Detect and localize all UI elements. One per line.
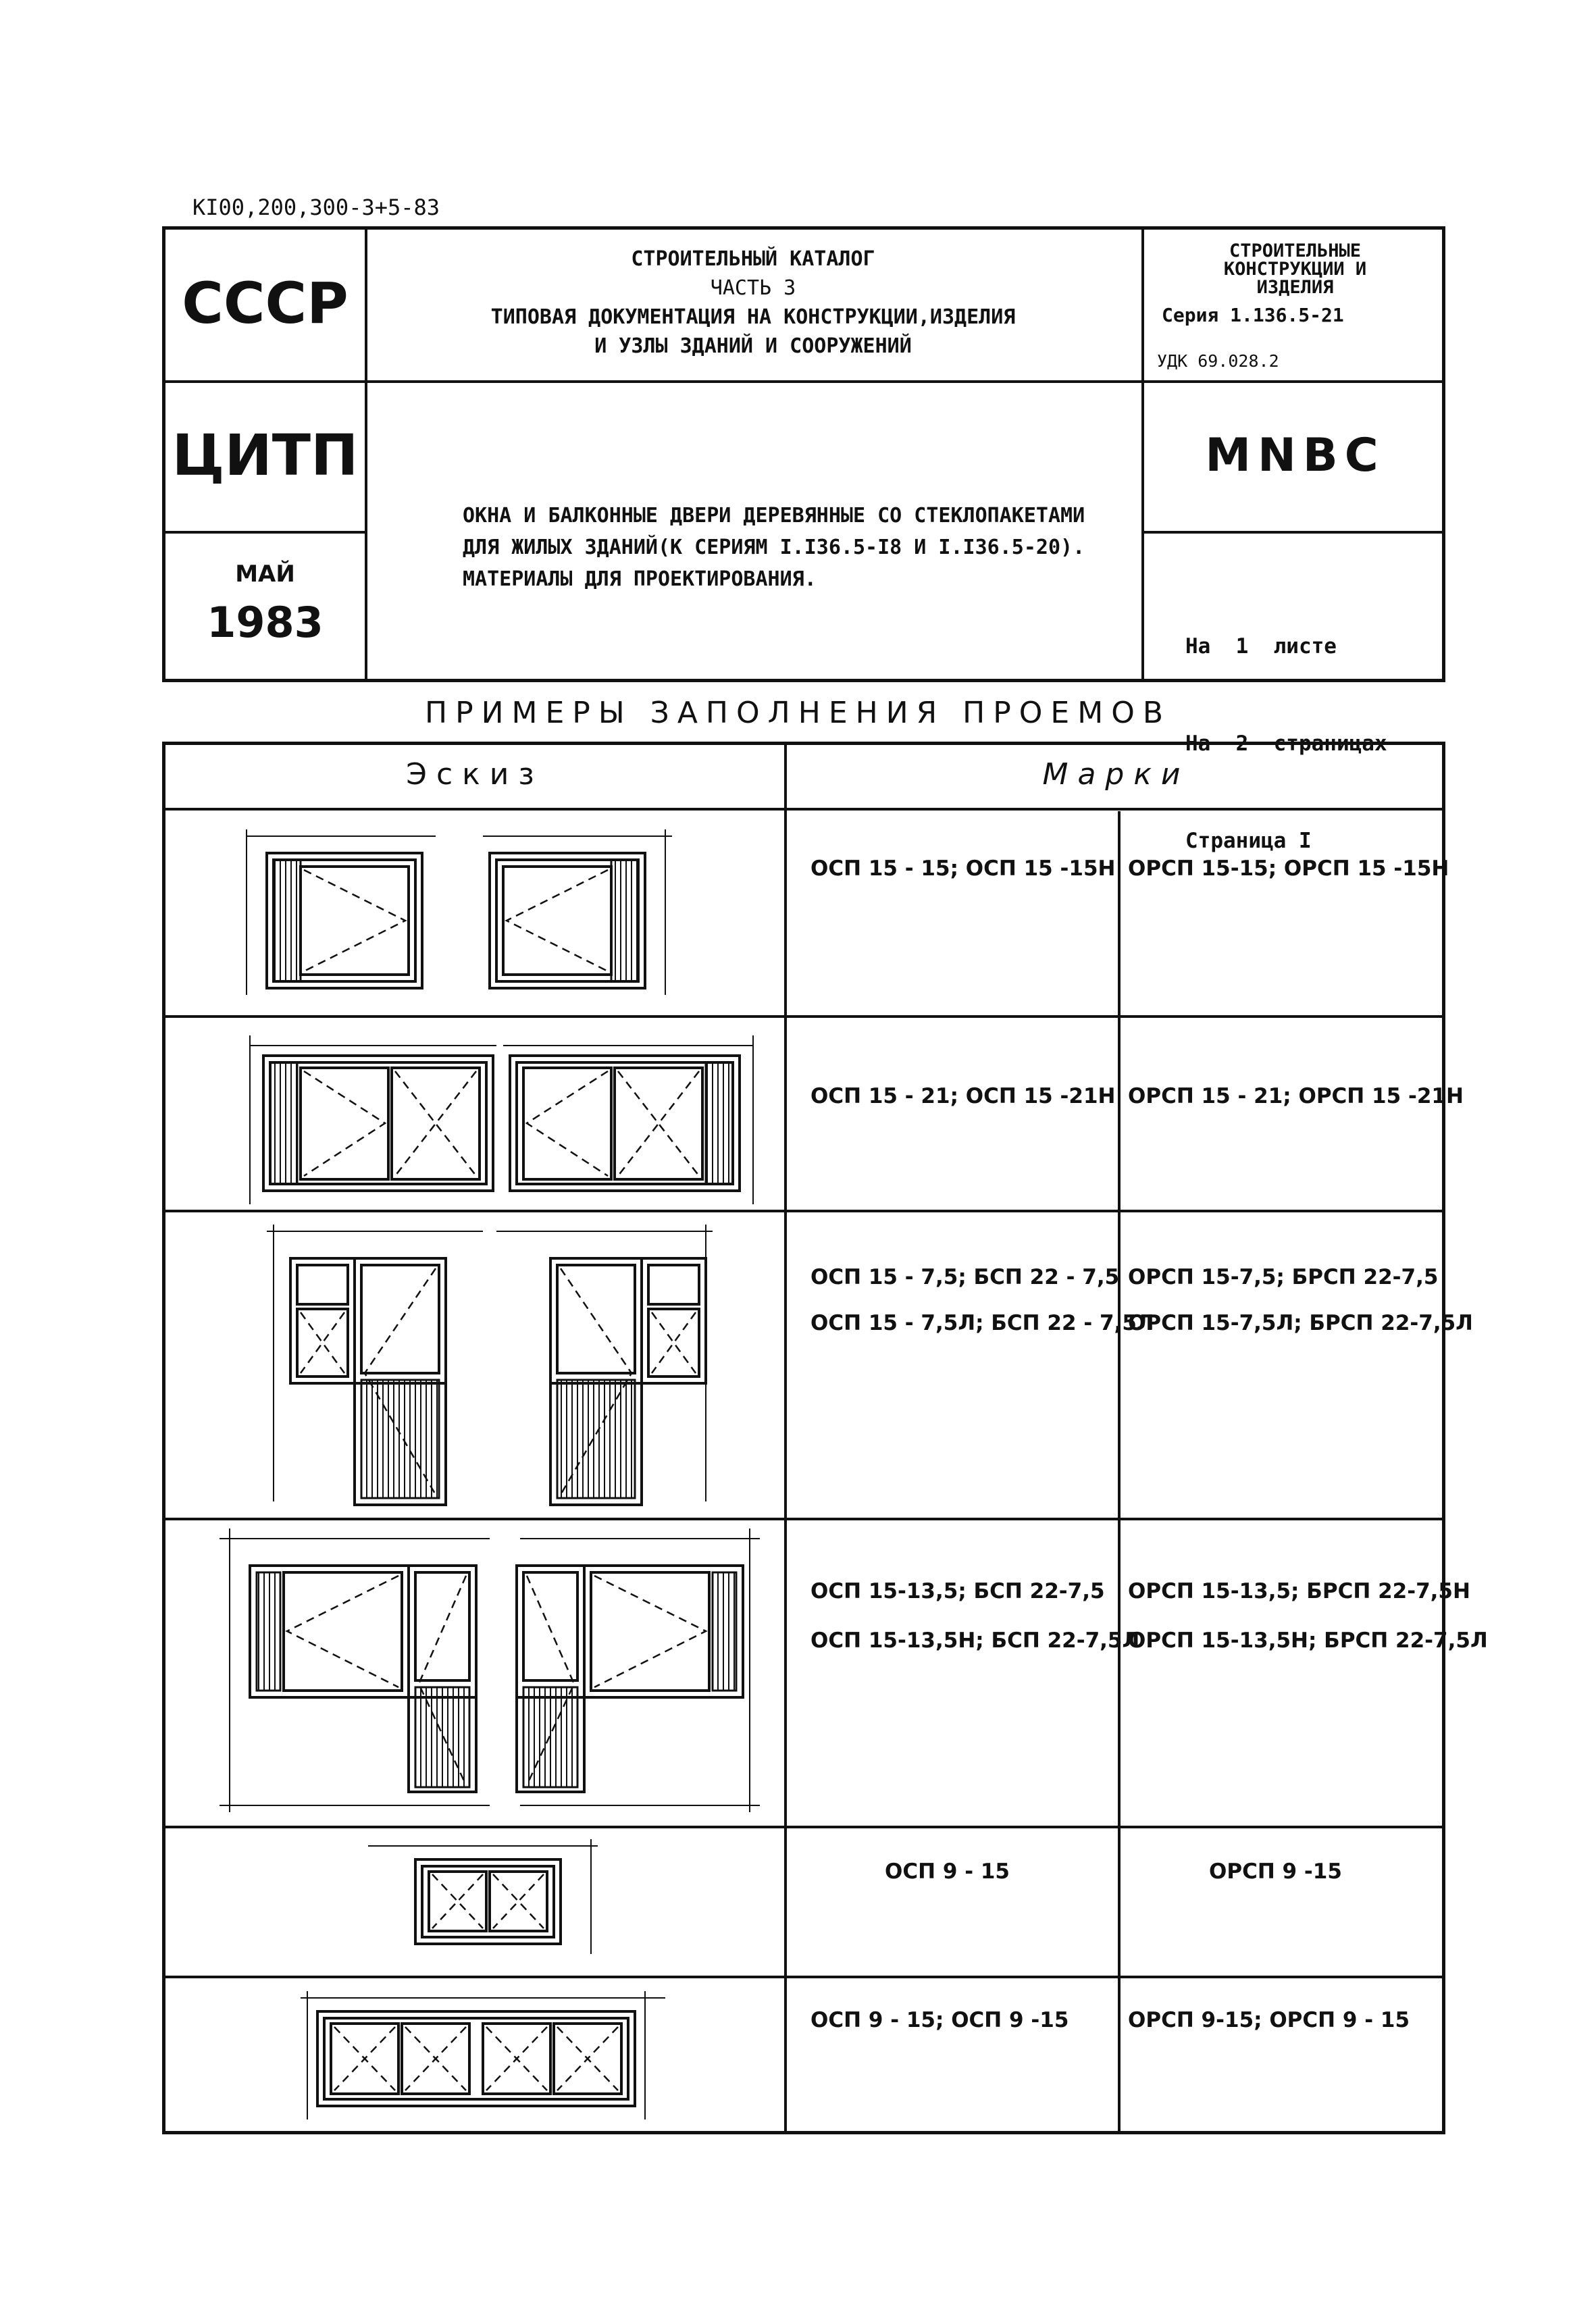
series: Серия 1.136.5-21 <box>1162 304 1344 326</box>
sketch-door-bsp-22-7-5-wide-right <box>517 1528 760 1812</box>
row5-marks-left: ОСП 9 - 15 <box>885 1859 1010 1884</box>
row3-marks-right-2: ОРСП 15-7,5Л; БРСП 22-7,5Л <box>1128 1311 1473 1335</box>
row3-marks-left-2: ОСП 15 - 7,5Л; БСП 22 - 7,5Л <box>810 1311 1154 1335</box>
sheet-info: На 1 листе На 2 страницах Страница I <box>1185 634 1387 853</box>
row5-marks-right: ОРСП 9 -15 <box>1209 1859 1342 1884</box>
row4-marks-left-1: ОСП 15-13,5; БСП 22-7,5 <box>810 1579 1105 1603</box>
sketch-door-bsp-22-7-5-wide-left <box>220 1528 490 1812</box>
sketch-window-osp-15-15-right <box>483 829 672 995</box>
column-header-sketch: Эскиз <box>406 757 544 792</box>
sketch-door-bsp-22-7-5-left <box>267 1225 483 1505</box>
table-caption: ПРИМЕРЫ ЗАПОЛНЕНИЯ ПРОЕМОВ <box>424 696 1172 730</box>
year: 1983 <box>207 598 324 647</box>
row1-marks-left: ОСП 15 - 15; ОСП 15 -15Н <box>810 856 1116 881</box>
row6-marks-left: ОСП 9 - 15; ОСП 9 -15 <box>810 2008 1069 2032</box>
month: МАЙ <box>235 561 295 588</box>
document-code: КI00,200,300-3+5-83 <box>192 195 440 220</box>
sketch-door-bsp-22-7-5-right <box>496 1225 713 1505</box>
row3-marks-right-1: ОРСП 15-7,5; БРСП 22-7,5 <box>1128 1265 1439 1289</box>
code-mark: MNBC <box>1205 429 1385 482</box>
row3-marks-left-1: ОСП 15 - 7,5; БСП 22 - 7,5 <box>810 1265 1120 1289</box>
row6-marks-right: ОРСП 9-15; ОРСП 9 - 15 <box>1128 2008 1410 2032</box>
section-title: СТРОИТЕЛЬНЫЕ КОНСТРУКЦИИ И ИЗДЕЛИЯ <box>1223 240 1367 298</box>
org-citp: ЦИТП <box>172 422 359 488</box>
udk: УДК 69.028.2 <box>1157 351 1279 371</box>
row2-marks-left: ОСП 15 - 21; ОСП 15 -21Н <box>810 1084 1116 1108</box>
sketch-window-osp-15-21-right <box>503 1035 753 1204</box>
row4-marks-left-2: ОСП 15-13,5Н; БСП 22-7,5Л <box>810 1628 1140 1653</box>
row4-marks-right-2: ОРСП 15-13,5Н; БРСП 22-7,5Л <box>1128 1628 1488 1653</box>
row1-marks-right: ОРСП 15-15; ОРСП 15 -15Н <box>1128 856 1449 881</box>
sketch-window-osp-15-21-left <box>250 1035 496 1204</box>
catalog-title: СТРОИТЕЛЬНЫЙ КАТАЛОГ ЧАСТЬ 3 ТИПОВАЯ ДОКУМЕНТАЦИЯ НА КОНСТРУКЦИИ,ИЗДЕЛИЯ И УЗЛЫ ЗДАНИЙ И СООРУЖЕНИЙ <box>490 247 1016 358</box>
column-header-marks: Марки <box>1042 757 1190 792</box>
examples-table <box>162 742 1488 2134</box>
row2-marks-right: ОРСП 15 - 21; ОРСП 15 -21Н <box>1128 1084 1464 1108</box>
org-ussr: СССР <box>182 270 349 336</box>
sketch-drawings <box>165 745 784 2133</box>
sketch-window-osp-9-15 <box>368 1839 598 1954</box>
row4-marks-right-1: ОРСП 15-13,5; БРСП 22-7,5Н <box>1128 1579 1470 1603</box>
sketch-window-osp-15-15-left <box>247 829 436 995</box>
sketch-window-osp-9-15-double <box>301 1991 665 2119</box>
document-description: ОКНА И БАЛКОННЫЕ ДВЕРИ ДЕРЕВЯННЫЕ СО СТЕКЛОПАКЕТАМИ ДЛЯ ЖИЛЫХ ЗДАНИЙ(К СЕРИЯМ I.I36.5-I8 И I.I36.5-20). МАТЕРИАЛЫ ДЛЯ ПРОЕКТИРОВАНИЯ. <box>463 504 1085 591</box>
